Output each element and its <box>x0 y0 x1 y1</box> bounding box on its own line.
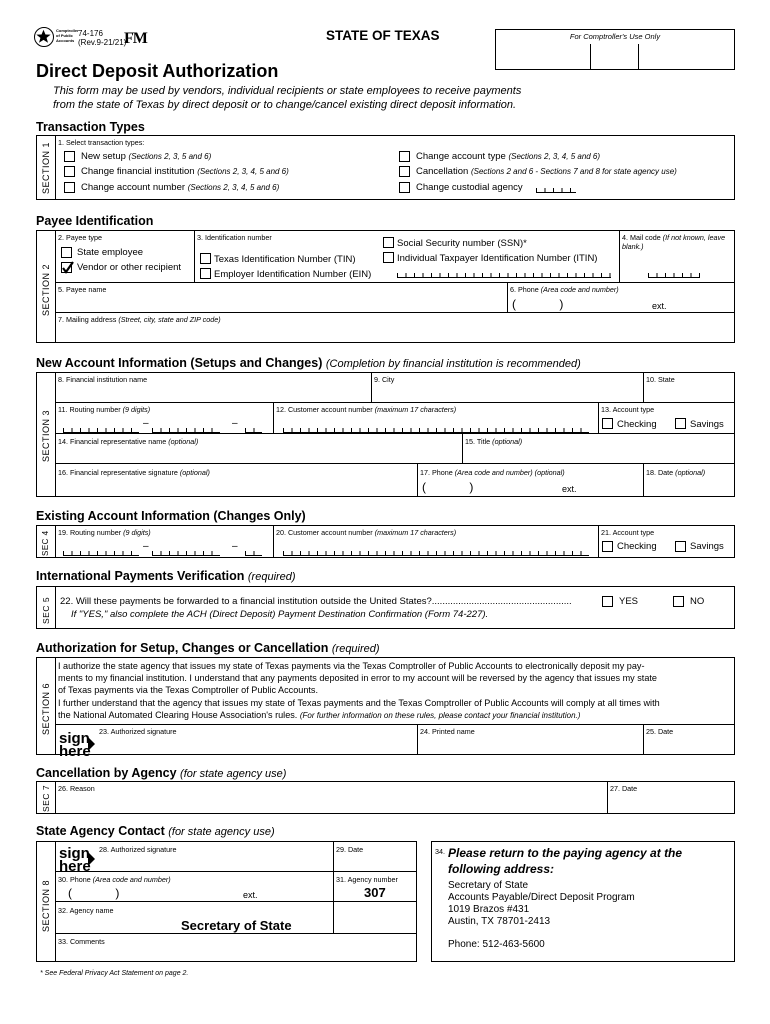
mail-code-field[interactable] <box>648 273 700 278</box>
rep-signature-label: 16. Financial representative signature (optional) <box>58 468 210 477</box>
agency-sign-here-label: sign here <box>59 845 91 875</box>
section7-side-label: SEC 7 <box>41 784 51 812</box>
intro-line-1: This form may be used by vendors, individual recipients or state employees to receive payments <box>53 85 522 97</box>
existing-routing-label: 19. Routing number (9 digits) <box>58 528 151 537</box>
section1-side-label: SECTION 1 <box>41 141 51 194</box>
section4-side-label: SEC 4 <box>41 530 50 556</box>
international-yes-option: YES <box>619 596 639 607</box>
cancellation-checkbox[interactable] <box>399 166 410 177</box>
section2-heading: Payee Identification <box>36 214 154 228</box>
payee-phone-field[interactable]: ( ) <box>512 297 564 311</box>
mailing-address-label: 7. Mailing address (Street, city, state and ZIP code) <box>58 315 221 324</box>
existing-routing-field-3[interactable] <box>245 551 262 556</box>
international-note: If "YES," also complete the ACH (Direct Deposit) Payment Destination Confirmation (Form 74-227). <box>71 609 489 620</box>
comptroller-logo-text: Comptroller of Public Accounts <box>56 28 79 43</box>
itin-checkbox[interactable] <box>383 252 394 263</box>
agency-number-value: 307 <box>364 885 386 900</box>
section4-heading: Existing Account Information (Changes Only) <box>36 509 306 523</box>
state-employee-option: State employee <box>77 247 144 258</box>
change-fi-checkbox[interactable] <box>64 166 75 177</box>
return-address-line-3: 1019 Brazos #431 <box>448 904 530 915</box>
payee-type-label: 2. Payee type <box>58 233 102 242</box>
agency-name-value: Secretary of State <box>181 918 292 933</box>
tin-checkbox[interactable] <box>200 253 211 264</box>
authorized-signature-label: 23. Authorized signature <box>99 727 177 736</box>
return-address-line-1: Secretary of State <box>448 880 529 891</box>
agency-phone-label: 30. Phone (Area code and number) <box>58 875 171 884</box>
intro-line-2: from the state of Texas by direct deposit or to change/cancel existing direct deposit information. <box>53 99 517 111</box>
payee-name-label: 5. Payee name <box>58 285 107 294</box>
rep-phone-ext: ext. <box>562 484 577 494</box>
existing-checking-checkbox[interactable] <box>602 541 613 552</box>
ein-checkbox[interactable] <box>200 268 211 279</box>
custodial-agency-field[interactable] <box>536 188 576 193</box>
section8-side-label: SECTION 8 <box>41 879 51 932</box>
return-address-line-2: Accounts Payable/Direct Deposit Program <box>448 892 635 903</box>
payee-phone-label: 6. Phone (Area code and number) <box>510 285 619 294</box>
cancellation-option: Cancellation (Sections 2 and 6 - Sections 7 and 8 for state agency use) <box>416 166 677 177</box>
return-address-line-4: Austin, TX 78701-2413 <box>448 916 551 927</box>
comptroller-seal-icon <box>34 27 54 47</box>
checking-option: Checking <box>617 419 657 430</box>
new-setup-option: New setup (Sections 2, 3, 5 and 6) <box>81 151 212 162</box>
checking-checkbox[interactable] <box>602 418 613 429</box>
change-fi-option: Change financial institution (Sections 2, 3, 4, 5 and 6) <box>81 166 289 177</box>
ein-option: Employer Identification Number (EIN) <box>214 269 372 280</box>
rep-phone-label: 17. Phone (Area code and number) (optional) <box>420 468 565 477</box>
return-title-line-1: Please return to the paying agency at the <box>448 846 683 860</box>
change-account-number-option: Change account number (Sections 2, 3, 4, 5 and 6) <box>81 182 280 193</box>
agency-name-label: 32. Agency name <box>58 906 114 915</box>
account-type-label: 13. Account type <box>601 405 655 414</box>
form-title: Direct Deposit Authorization <box>36 61 279 81</box>
identification-number-label: 3. Identification number <box>197 233 272 242</box>
agency-number-label: 31. Agency number <box>336 875 398 884</box>
section8-heading: State Agency Contact (for state agency use) <box>36 824 275 838</box>
agency-phone-ext: ext. <box>243 890 258 900</box>
authorization-line-2: ments to my financial institution. I understand that any payments deposited in error to my account will be reversed by the agency that issues my state <box>58 673 657 683</box>
routing-number-label: 11. Routing number (9 digits) <box>58 405 151 414</box>
change-account-type-option: Change account type (Sections 2, 3, 4, 5 and 6) <box>416 151 601 162</box>
section7-heading: Cancellation by Agency (for state agency use) <box>36 766 287 780</box>
privacy-footnote: * See Federal Privacy Act Statement on page 2. <box>40 970 189 977</box>
existing-account-type-label: 21. Account type <box>601 528 655 537</box>
international-no-option: NO <box>690 596 705 607</box>
printed-name-label: 24. Printed name <box>420 727 475 736</box>
ssn-option: Social Security number (SSN)* <box>397 238 527 249</box>
transaction-types-label: 1. Select transaction types: <box>58 138 145 147</box>
section5-side-label: SEC 5 <box>41 596 51 624</box>
cancellation-reason-label: 26. Reason <box>58 784 95 793</box>
comments-label: 33. Comments <box>58 937 105 946</box>
rep-name-label: 14. Financial representative name (optional) <box>58 437 199 446</box>
international-no-checkbox[interactable] <box>673 596 684 607</box>
section5-heading: International Payments Verification (required) <box>36 569 296 583</box>
return-title-line-2: following address: <box>448 862 555 876</box>
rep-date-label: 18. Date (optional) <box>646 468 706 477</box>
payee-phone-ext: ext. <box>652 301 667 311</box>
section3-box <box>36 372 735 497</box>
agency-phone-field[interactable]: ( ) <box>68 886 120 900</box>
rep-phone-field[interactable]: ( ) <box>422 480 474 494</box>
section3-side-label: SECTION 3 <box>41 409 51 462</box>
section6-heading: Authorization for Setup, Changes or Cancellation (required) <box>36 641 380 655</box>
existing-checking-option: Checking <box>617 541 657 552</box>
vendor-checkbox[interactable] <box>61 262 72 273</box>
title-label: 15. Title (optional) <box>465 437 523 446</box>
international-question: 22. Will these payments be forwarded to a financial institution outside the United States?..................................................... <box>60 596 572 607</box>
itin-option: Individual Taxpayer Identification Number (ITIN) <box>397 253 598 264</box>
change-account-number-checkbox[interactable] <box>64 182 75 193</box>
return-phone: Phone: 512-463-5600 <box>448 939 545 950</box>
section2-side-label: SECTION 2 <box>41 263 51 316</box>
authorization-line-1: I authorize the state agency that issues my state of Texas payments via the Texas Comptroller of Public Accounts to electronically deposit my pay- <box>58 661 645 671</box>
new-setup-checkbox[interactable] <box>64 151 75 162</box>
international-yes-checkbox[interactable] <box>602 596 613 607</box>
section5-box <box>36 586 735 629</box>
fm-logo: FM <box>124 30 147 47</box>
state-label: 10. State <box>646 375 675 384</box>
existing-savings-checkbox[interactable] <box>675 541 686 552</box>
state-title: STATE OF TEXAS <box>326 28 440 43</box>
state-employee-checkbox[interactable] <box>61 247 72 258</box>
change-custodial-agency-checkbox[interactable] <box>399 182 410 193</box>
existing-routing-field-2[interactable] <box>152 551 220 556</box>
cancellation-date-label: 27. Date <box>610 784 638 793</box>
comptroller-use-box <box>495 29 735 70</box>
sign-here-label: sign here <box>59 730 91 760</box>
section6-side-label: SECTION 6 <box>41 682 51 735</box>
sign-arrow-icon <box>88 737 95 751</box>
existing-account-label: 20. Customer account number (maximum 17 characters) <box>276 528 457 537</box>
return-address-number: 34. <box>435 847 445 856</box>
checkmark-icon <box>61 261 75 275</box>
existing-account-field[interactable] <box>283 551 589 556</box>
form-number: 74-176 <box>78 29 103 38</box>
comptroller-use-label: For Comptroller's Use Only <box>569 32 661 41</box>
authorization-line-3: of Texas payments via the Texas Comptroller of Public Accounts. <box>58 685 318 695</box>
form-revision: (Rev.9-21/21) <box>78 38 127 47</box>
fi-name-label: 8. Financial institution name <box>58 375 148 384</box>
change-account-type-checkbox[interactable] <box>399 151 410 162</box>
mail-code-label: 4. Mail code (If not known, leave blank.) <box>622 233 726 251</box>
existing-routing-field-1[interactable] <box>63 551 139 556</box>
authorization-line-5: the National Automated Clearing House Association's rules. (For further information on these rules, please contact your financial institution.) <box>58 710 581 720</box>
existing-savings-option: Savings <box>690 541 724 552</box>
vendor-option: Vendor or other recipient <box>77 262 182 273</box>
city-label: 9. City <box>374 375 395 384</box>
authorization-date-label: 25. Date <box>646 727 674 736</box>
agency-sign-arrow-icon <box>88 852 95 866</box>
ssn-checkbox[interactable] <box>383 237 394 248</box>
savings-option: Savings <box>690 419 724 430</box>
section3-heading: New Account Information (Setups and Changes) (Completion by financial institution is recommended) <box>36 356 581 370</box>
account-number-label: 12. Customer account number (maximum 17 characters) <box>276 405 457 414</box>
savings-checkbox[interactable] <box>675 418 686 429</box>
agency-authorized-signature-label: 28. Authorized signature <box>99 845 177 854</box>
authorization-line-4: I further understand that the agency that issues my state of Texas payments and the Texas Comptroller of Public Accounts will comply at all times with <box>58 698 660 708</box>
change-custodial-agency-option: Change custodial agency <box>416 182 523 193</box>
section1-heading: Transaction Types <box>36 120 145 134</box>
identification-number-field[interactable] <box>397 273 611 278</box>
tin-option: Texas Identification Number (TIN) <box>214 254 356 265</box>
agency-date-label: 29. Date <box>336 845 364 854</box>
